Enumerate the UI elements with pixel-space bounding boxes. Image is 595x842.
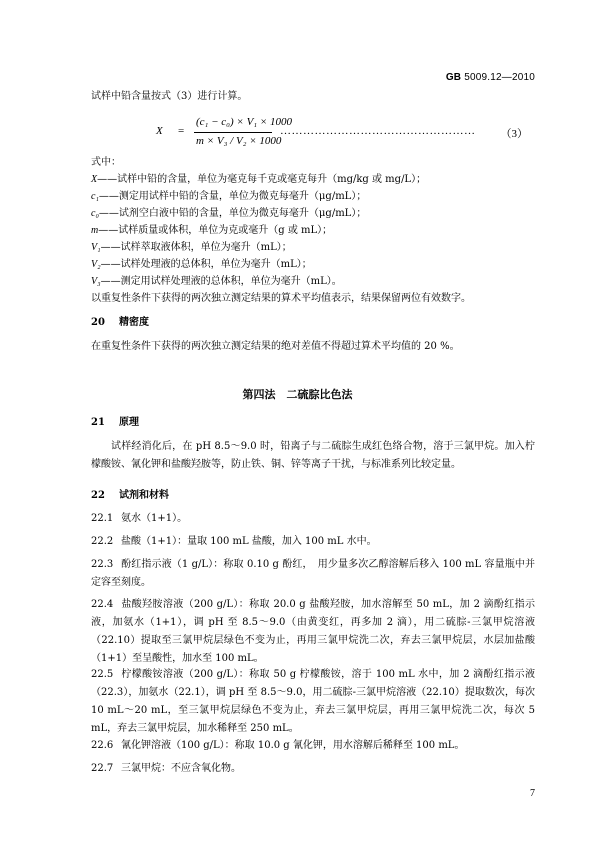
item-number: 22.5 [91, 669, 114, 680]
method-title: 第四法 二硫腙比色法 [242, 388, 353, 401]
item-number: 22.1 [91, 513, 114, 524]
page-number: 7 [530, 788, 535, 799]
standard-code: GB [445, 72, 462, 83]
formula-equals: = [178, 125, 185, 137]
reagent-item [91, 556, 535, 592]
definition-symbol: c₀ [91, 208, 99, 219]
formula-numerator: (c₁ − c₀) × V₁ × 1000 [196, 116, 293, 128]
definition-text: ——试样处理液的总体积，单位为毫升（mL）； [100, 259, 312, 270]
item-number: 22.7 [91, 763, 114, 774]
standard-header [446, 72, 535, 83]
standard-number: 5009.12—2010 [464, 72, 535, 83]
definition-item [91, 273, 535, 291]
reagent-item [91, 510, 535, 528]
definition-symbol: X [91, 174, 98, 185]
item-number: 22.4 [91, 599, 114, 610]
reagent-item [91, 666, 535, 738]
item-number: 22.3 [91, 559, 114, 570]
lead-content-formula [156, 116, 536, 152]
definition-item [91, 205, 535, 223]
definition-item [91, 188, 535, 206]
section-number: 21 [91, 417, 105, 428]
definition-text: ——试剂空白液中铅的含量，单位为微克每毫升（μg/mL）； [98, 208, 367, 219]
definition-item [91, 171, 535, 189]
result-note: 以重复性条件下获得的两次独立测定结果的算术平均值表示，结果保留两位有效数字。 [91, 293, 471, 304]
section-20-text: 在重复性条件下获得的两次独立测定结果的绝对差值不得超过算术平均值的 20 %。 [91, 341, 460, 352]
item-text: 氰化钾溶液（100 g/L）：称取 10.0 g 氰化钾，用水溶解后稀释至 100 mL。 [121, 740, 465, 751]
definition-text: ——试样中铅的含量，单位为毫克每千克或毫克每升（mg/kg 或 mg/L）； [97, 174, 427, 185]
definition-text: ——试样质量或体积，单位为克或毫升（g 或 mL）； [98, 225, 333, 236]
definition-item [91, 239, 535, 257]
section-title: 精密度 [119, 317, 149, 328]
section-heading-20 [91, 313, 149, 328]
section-title: 原理 [119, 417, 139, 428]
definition-symbol: V₂ [91, 259, 101, 270]
item-number: 22.6 [91, 740, 114, 751]
section-heading-21 [91, 413, 139, 428]
item-text: 盐酸（1+1）：量取 100 mL 盐酸，加入 100 mL 水中。 [121, 536, 377, 547]
item-text: 三氯甲烷：不应含氧化物。 [121, 763, 241, 774]
section-number: 22 [91, 490, 105, 501]
fraction-bar [194, 132, 272, 133]
definition-text: ——试样萃取液体积，单位为毫升（mL）； [100, 242, 292, 253]
definition-symbol: m [91, 225, 99, 236]
where-label: 式中： [91, 157, 121, 168]
section-heading-22 [91, 486, 169, 501]
section-number: 20 [91, 317, 105, 328]
reagent-item [91, 533, 535, 551]
formula-lhs: X [156, 125, 163, 137]
definition-item [91, 256, 535, 274]
formula-denominator: m × V₃ / V₂ × 1000 [196, 135, 282, 147]
formula-intro: 试样中铅含量按式（3）进行计算。 [91, 91, 248, 102]
formula-leader-dots: …………………………………………… [280, 125, 476, 137]
definition-symbol: V₁ [91, 242, 101, 253]
item-text: 盐酸羟胺溶液（200 g/L）：称取 20.0 g 盐酸羟胺，加水溶解至 50 mL，加 2 滴酚红指示液，加氨水（1+1），调 pH 至 8.5～9.0（由黄变红，再多加 2 滴），用二硫腙-三氯甲烷溶液（22.10）提取至三氯甲烷层绿色不变为止，再用三氯甲烷洗二次，弃去三氯甲烷层，水层加盐酸（1+1）至呈酸性，加水至 100 mL。 [91, 599, 535, 664]
section-title: 试剂和材料 [119, 490, 169, 501]
reagent-item [91, 596, 535, 668]
definition-text: ——测定用试样处理液的总体积，单位为毫升（mL）。 [100, 276, 342, 287]
item-text: 酚红指示液（1 g/L）：称取 0.10 g 酚红， 用少量多次乙醇溶解后移入 100 mL 容量瓶中并定容至刻度。 [91, 559, 535, 588]
definition-symbol: c₁ [91, 191, 99, 202]
reagent-item [91, 737, 535, 755]
section-21-text: 试样经消化后，在 pH 8.5～9.0 时，铅离子与二硫腙生成红色络合物，溶于三氯甲烷。加入柠檬酸铵、氰化钾和盐酸羟胺等，防止铁、铜、锌等离子干扰，与标准系列比较定量。 [91, 441, 535, 470]
item-text: 柠檬酸铵溶液（200 g/L）：称取 50 g 柠檬酸铵，溶于 100 mL 水中，加 2 滴酚红指示液（22.3），加氨水（22.1），调 pH 至 8.5～9.0，用二硫腙-三氯甲烷溶液（22.10）提取数次，每次 10 mL～20 mL，至三氯甲烷层绿色不变为止，弃去三氯甲烷层，再用三氯甲烷洗二次，每次 5 mL，弃去三氯甲烷层，加水稀释至 250 mL。 [91, 669, 535, 734]
formula-equation-number: （3） [500, 128, 528, 140]
definition-text: ——测定用试样中铅的含量，单位为微克每毫升（μg/mL）； [98, 191, 367, 202]
item-text: 氨水（1+1）。 [121, 513, 188, 524]
definition-item [91, 222, 535, 240]
item-number: 22.2 [91, 536, 114, 547]
reagent-item [91, 760, 535, 778]
definition-symbol: V₃ [91, 276, 101, 287]
